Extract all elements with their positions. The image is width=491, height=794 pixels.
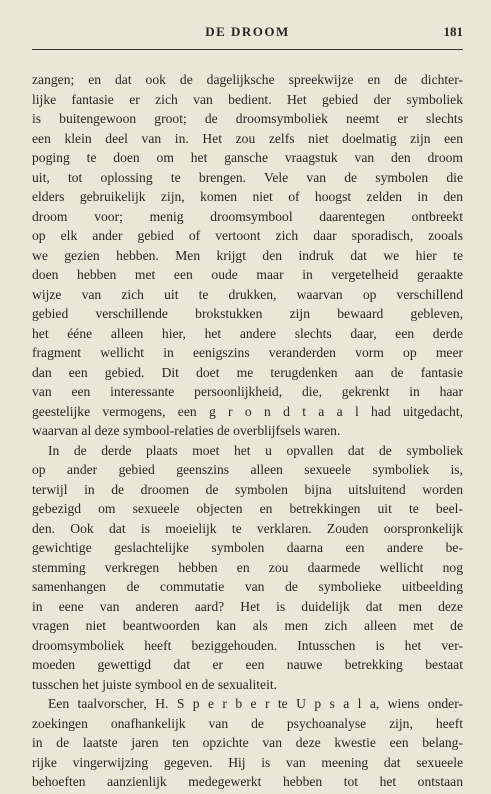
text-line: het ééne alleen hier, het andere slechts daar, een derde [32, 325, 463, 341]
text-line: gebied verschillende brokstukken zijn bewaard gebleven, [32, 306, 463, 321]
text-line: een klein deel van in. Het zou zelfs niet doelmatig zijn een [32, 130, 463, 146]
text-line: In de derde plaats moet het u opvallen dat de symboliek [48, 442, 463, 458]
header-rule [32, 49, 463, 50]
text-line: terwijl in de droomen de symbolen bijna uitsluitend worden [32, 481, 463, 497]
text-line: uit, tot oplossing te brengen. Vele van de symbolen die [32, 169, 463, 185]
text-line: samenhangen de commutatie van de symbolieke uitbeelding [32, 579, 463, 594]
text-line: we gezien hebben. Men krijgt den indruk dat we hier te [32, 247, 463, 263]
text-line: gewichtige geslachtelijke symbolen daarna een andere be- [32, 540, 463, 555]
text-line: dan een gebied. Dit doet me terugdenken aan de fantasie [32, 364, 463, 380]
text-line: tusschen het juiste symbool en de sexualiteit. [32, 676, 278, 692]
text-line: wijze van zich uit te drukken, waarvan op verschillend [32, 286, 463, 302]
text-line: van een interessante persoonlijkheid, die, gekrenkt in haar [32, 384, 463, 399]
text-line: in de laatste jaren ten opzichte van deze kwestie een belang- [32, 735, 463, 750]
text-line: gebezigd om sexueele objecten en betrekkingen uit te beel- [32, 501, 463, 516]
text-line: vragen niet beantwoorden kan als men zich alleen met de [32, 618, 463, 633]
text-line: zoekingen onafhankelijk van de psychoanalyse zijn, heeft [32, 715, 463, 731]
text-line: moeden gewettigd dat er een nauwe betrekking bestaat [32, 657, 463, 672]
text-line: rijke vingerwijzing gegeven. Hij is van meening dat sexueele [32, 754, 463, 770]
text-line: op ander gebied geenszins alleen sexueele symboliek is, [32, 462, 463, 477]
running-title: DE DROOM [205, 24, 290, 39]
text-line: lijke fantasie er zich van bedient. Het gebied der symboliek [32, 91, 463, 107]
text-line: geestelijke vermogens, een g r o n d t a a l had uitgedacht, [32, 403, 463, 419]
text-line: droomsymboliek heeft beziggehouden. Intusschen is het ver- [32, 637, 463, 653]
body-text [32, 70, 463, 792]
text-line: in eene van anderen aard? Het is duidelijk dat men deze [32, 598, 463, 614]
text-line: Een taalvorscher, H. S p e r b e r te U p s a l a, wiens onder- [48, 696, 463, 711]
text-line: elders gebruikelijk zijn, komen niet of hoogst zelden in den [32, 189, 463, 204]
text-line: behoeften aanzienlijk medegewerkt hebben tot het ontstaan [32, 774, 463, 789]
text-line: den. Ook dat is moeielijk te verklaren. Zouden oorspronkelijk [32, 520, 463, 536]
page-header [32, 24, 463, 44]
text-line: zangen; en dat ook de dagelijksche spreekwijze en de dichter- [32, 72, 463, 87]
text-line: is buitengewoon groot; de droomsymboliek neemt er slechts [32, 111, 463, 126]
text-line: droom voor; menig droomsymbool daarentegen ontbreekt [32, 208, 463, 224]
text-line: op elk ander gebied of vertoont zich daar sporadisch, zooals [32, 228, 463, 243]
text-line: stemming verkregen hebben en zou daarmede wellicht nog [32, 559, 463, 575]
page-number: 181 [443, 24, 463, 39]
text-line: poging te doen om het gansche vraagstuk van den droom [32, 150, 463, 165]
text-line: fragment wellicht in eenigszins veranderden vorm op meer [32, 345, 463, 360]
text-line: doen hebben met een oude maar in vergetelheid geraakte [32, 267, 463, 282]
text-line: waarvan al deze symbool-relaties de overblijfsels waren. [32, 423, 341, 438]
